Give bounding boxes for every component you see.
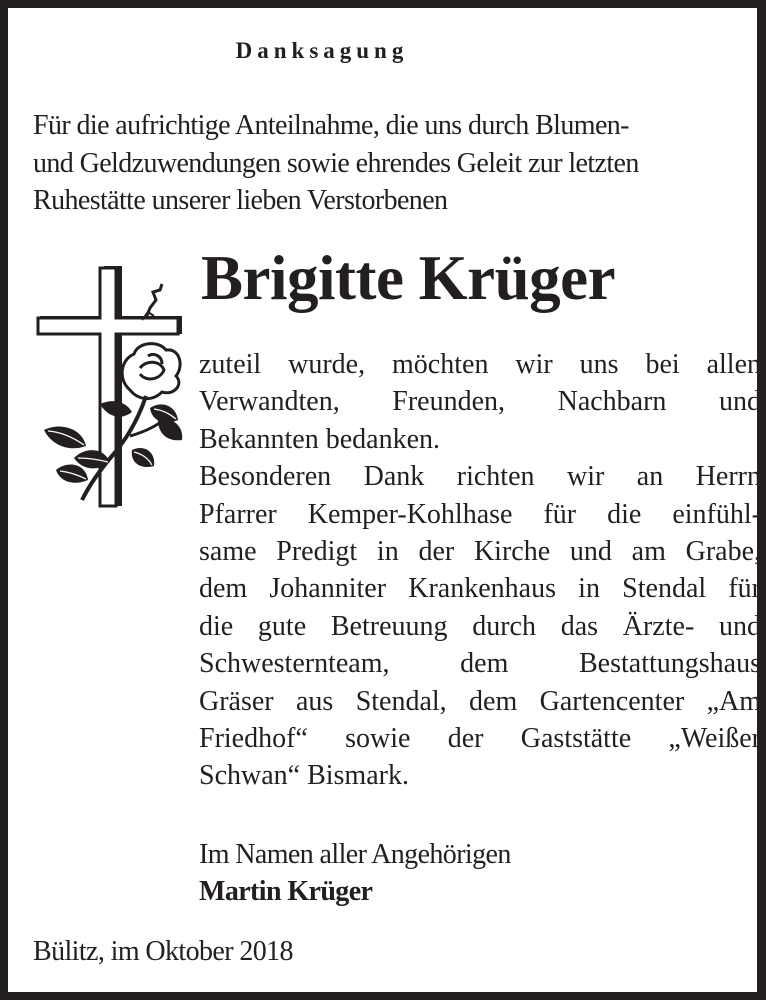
body-line: zuteil wurde, möchten wir uns bei allen <box>199 349 761 380</box>
notice-heading: Danksagung <box>235 38 409 63</box>
body-line: same Predigt in der Kirche und am Grabe, <box>199 536 761 568</box>
body-line: Verwandten, Freunden, Nachbarn und <box>199 386 761 418</box>
intro-line: Für die aufrichtige Anteilnahme, die uns durch Blumen- <box>33 110 629 141</box>
body-line: Besonderen Dank richten wir an Herrn <box>199 461 761 493</box>
body-line: Friedhof“ sowie der Gaststätte „Weißer <box>199 723 761 755</box>
body-line: Bekannten bedanken. <box>199 423 441 455</box>
place-date: Bülitz, im Oktober 2018 <box>33 936 293 967</box>
signature-intro: Im Namen aller Angehörigen <box>199 839 511 870</box>
intro-line: und Geldzuwendungen sowie ehrendes Geleit zur letzten <box>33 147 639 179</box>
body-line: Schwesternteam, dem Bestattungshaus <box>199 648 761 680</box>
deceased-name: Brigitte Krüger <box>201 243 616 313</box>
signature-block <box>199 836 511 910</box>
signature-name: Martin Krüger <box>199 876 373 907</box>
notice-frame <box>8 8 761 992</box>
intro-line: Ruhestätte unserer lieben Verstorbenen <box>33 185 448 216</box>
body-line: Schwan“ Bismark. <box>199 760 409 792</box>
body-line: Gräser aus Stendal, dem Gartencenter „Am <box>199 685 761 717</box>
body-line: dem Johanniter Krankenhaus in Stendal für <box>199 573 761 605</box>
cross-with-rose-icon <box>34 260 184 522</box>
body-line: die gute Betreuung durch das Ärzte- und <box>199 610 761 642</box>
body-line: Pfarrer Kemper-Kohlhase für die einfühl- <box>199 498 761 530</box>
body-text <box>199 346 761 795</box>
intro-text <box>33 107 763 220</box>
